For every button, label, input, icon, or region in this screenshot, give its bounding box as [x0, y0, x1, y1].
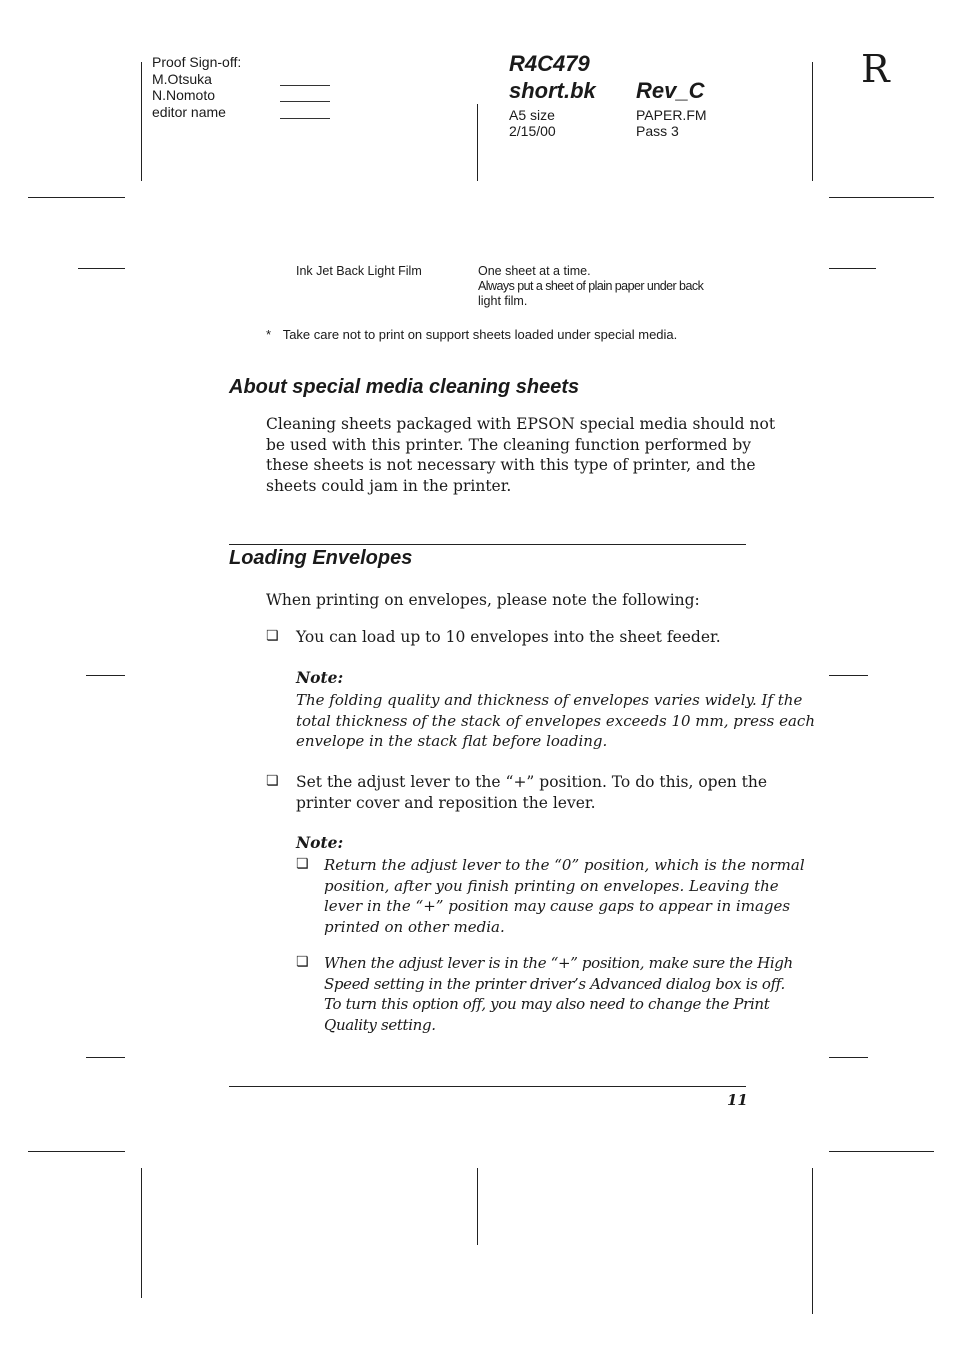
checkbox-bullet-icon: ❏ [266, 773, 279, 789]
checkbox-bullet-icon: ❏ [266, 628, 279, 644]
paragraph-line: sheets could jam in the printer. [266, 476, 512, 495]
crop-mark [141, 62, 142, 181]
book-name: short.bk [509, 78, 596, 103]
checkbox-bullet-icon: ❏ [296, 954, 309, 970]
proof-signoff-name: N.Nomoto [152, 87, 216, 103]
media-instructions [478, 264, 758, 309]
crop-mark [812, 1168, 813, 1314]
revision: Rev_C [636, 78, 705, 103]
media-instruction-line: Always put a sheet of plain paper under back [478, 279, 704, 293]
note-text [296, 690, 815, 752]
envelopes-intro: When printing on envelopes, please note the following: [266, 591, 700, 609]
media-instruction-line: One sheet at a time. [478, 264, 591, 278]
footnote-marker: * [266, 327, 272, 342]
note-line: To turn this option off, you may also need to change the Print [324, 995, 770, 1013]
media-name: Ink Jet Back Light Film [296, 264, 422, 278]
paragraph-line: be used with this printer. The cleaning function performed by [266, 435, 752, 454]
crop-mark [86, 675, 125, 676]
paragraph-line: printer cover and reposition the lever. [296, 793, 596, 812]
proof-signoff-name: editor name [152, 103, 226, 120]
crop-mark [477, 1168, 478, 1245]
crop-mark [141, 1168, 142, 1298]
page-number: 11 [727, 1091, 748, 1109]
note-line: total thickness of the stack of envelopes exceeds 10 mm, press each [296, 711, 815, 730]
pass-number: Pass 3 [636, 123, 679, 139]
crop-mark [86, 1057, 125, 1058]
note-line: position, after you finish printing on envelopes. Leaving the [324, 876, 779, 895]
crop-mark [477, 104, 478, 181]
footnote [266, 327, 677, 342]
proof-signoff [152, 54, 241, 120]
section-heading-envelopes: Loading Envelopes [229, 547, 413, 569]
section-heading-cleaning: About special media cleaning sheets [229, 376, 580, 398]
note-line: lever in the “+” position may cause gaps to appear in images [324, 897, 791, 915]
media-instruction-line: light film. [478, 294, 528, 308]
signature-line [280, 118, 330, 119]
checkbox-bullet-icon: ❏ [296, 856, 309, 872]
proof-date: 2/15/00 [509, 123, 556, 139]
bullet-text [296, 772, 768, 813]
note-line: Return the adjust lever to the “0” position, which is the normal [324, 856, 805, 874]
proof-signoff-label: Proof Sign-off: [152, 54, 242, 70]
proof-signoff-name: M.Otsuka [152, 70, 212, 87]
bullet-text: You can load up to 10 envelopes into the sheet feeder. [296, 628, 721, 646]
cleaning-paragraph [266, 414, 776, 496]
crop-mark [829, 197, 934, 198]
note-line: The folding quality and thickness of envelopes varies widely. If the [296, 691, 803, 709]
footer-rule [229, 1086, 746, 1087]
note-bullet-text [324, 953, 793, 1035]
file-name: PAPER.FM [636, 107, 707, 123]
crop-mark [28, 197, 125, 198]
signature-line [280, 85, 330, 86]
crop-mark [829, 268, 876, 269]
book-code: R4C479 [509, 51, 590, 76]
page-size: A5 size [509, 107, 555, 123]
crop-mark [829, 1151, 934, 1152]
crop-mark [78, 268, 125, 269]
signature-line [280, 101, 330, 102]
footnote-text: Take care not to print on support sheets loaded under special media. [282, 327, 678, 342]
paragraph-line: Cleaning sheets packaged with EPSON special media should not [266, 415, 776, 433]
crop-mark [28, 1151, 125, 1152]
crop-mark [812, 62, 813, 181]
note-label: Note: [296, 833, 344, 852]
crop-mark [829, 675, 868, 676]
note-line: envelope in the stack flat before loading. [296, 732, 608, 750]
note-line: Speed setting in the printer driver’s Advanced dialog box is off. [324, 974, 785, 993]
note-line: When the adjust lever is in the “+” position, make sure the High [324, 954, 793, 972]
note-bullet-text [324, 855, 805, 937]
paragraph-line: Set the adjust lever to the “+” position. To do this, open the [296, 773, 768, 791]
crop-mark [829, 1057, 868, 1058]
section-rule [229, 544, 746, 545]
note-label: Note: [296, 668, 344, 687]
note-line: printed on other media. [324, 917, 505, 936]
paragraph-line: these sheets is not necessary with this type of printer, and the [266, 456, 756, 474]
note-line: Quality setting. [324, 1015, 436, 1034]
corner-letter: R [861, 47, 890, 91]
